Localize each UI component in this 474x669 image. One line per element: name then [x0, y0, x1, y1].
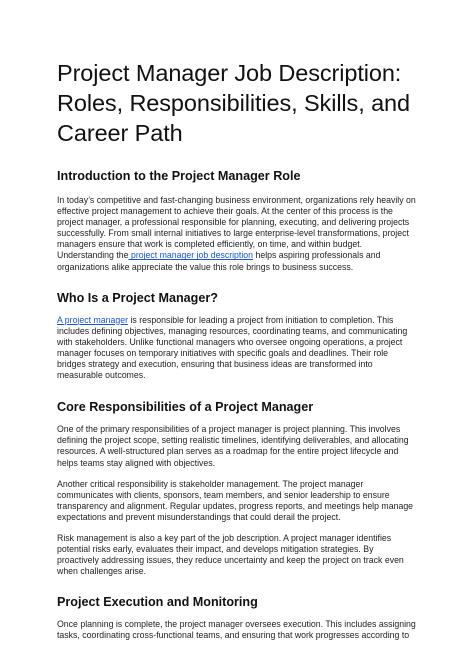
- paragraph-line: organizations alike appreciate the value this role brings to business success.: [57, 261, 354, 272]
- paragraph-line: project manager, a professional responsible for planning, executing, and delivering projects: [57, 217, 410, 228]
- paragraph-line: tasks, coordinating cross-functional teams, and ensuring that work progresses according to: [57, 630, 410, 641]
- paragraph-text: is responsible for leading a project from initiation to completion. This: [128, 314, 394, 325]
- core-paragraph-risk: [57, 533, 419, 577]
- heading-introduction: Introduction to the Project Manager Role: [57, 169, 301, 183]
- paragraph-line: measurable outcomes.: [57, 370, 146, 381]
- paragraph-line: Risk management is also a key part of the job description. A project manager identifies: [57, 532, 392, 543]
- link-a-project-manager[interactable]: A project manager: [57, 314, 129, 325]
- paragraph-line: resources. A well-structured plan serves as a roadmap for the entire project lifecycle and: [57, 446, 399, 457]
- core-paragraph-planning: [57, 424, 419, 468]
- paragraph-line: One of the primary responsibilities of a project manager is project planning. This involves: [57, 424, 401, 435]
- paragraph-line: defining the project scope, setting realistic timelines, identifying deliverables, and allocating: [57, 435, 409, 446]
- title-line: Career Path: [57, 120, 183, 146]
- core-paragraph-stakeholders: [57, 479, 419, 523]
- title-line: Project Manager Job Description:: [57, 60, 402, 86]
- heading-who-is-pm: Who Is a Project Manager?: [57, 290, 218, 305]
- document-page: [57, 58, 419, 642]
- paragraph-line: bridges strategy and execution, ensuring that business ideas are transformed into: [57, 359, 373, 370]
- paragraph-line: includes defining objectives, managing resources, coordinating teams, and communicating: [57, 325, 408, 336]
- paragraph-line: when challenges arise.: [57, 566, 147, 577]
- who-paragraph: [57, 315, 419, 382]
- title-line: Roles, Responsibilities, Skills, and: [57, 90, 410, 116]
- execution-paragraph: [57, 619, 419, 641]
- paragraph-line: Another critical responsibility is stakeholder management. The project manager: [57, 478, 364, 489]
- paragraph-line: managers ensure that work is completed efficiently, on time, and within budget.: [57, 239, 363, 250]
- intro-paragraph: [57, 195, 419, 273]
- paragraph-line: manager focuses on temporary initiatives with specific goals and deadlines. Their role: [57, 347, 389, 358]
- heading-core-responsibilities: Core Responsibilities of a Project Manager: [57, 400, 314, 415]
- paragraph-line: transparency and alignment. Regular updates, progress reports, and meetings help manage: [57, 500, 414, 511]
- document-title: [57, 58, 419, 148]
- link-project-manager-job-description[interactable]: project manager job description: [128, 250, 254, 261]
- paragraph-line: expectations and prevent misunderstandings that could derail the project.: [57, 511, 341, 522]
- paragraph-line: communicates with clients, sponsors, team members, and senior leadership to ensure: [57, 489, 390, 500]
- paragraph-text: helps aspiring professionals and: [253, 250, 381, 261]
- paragraph-line: Once planning is complete, the project manager oversees execution. This includes assigning: [57, 619, 416, 630]
- paragraph-line: successfully. From small internal initiatives to large enterprise-level transformations, project: [57, 228, 409, 239]
- paragraph-line: helps teams stay aligned with objectives.: [57, 457, 216, 468]
- paragraph-line: proactively addressing issues, they reduce uncertainty and keep the project on track even: [57, 555, 404, 566]
- paragraph-line: In today’s competitive and fast-changing business environment, organizations rely heavily on: [57, 195, 416, 205]
- paragraph-line: potential risks early, evaluates their impact, and develops mitigation strategies. By: [57, 544, 374, 555]
- heading-execution-monitoring: Project Execution and Monitoring: [57, 595, 258, 610]
- paragraph-line: effective project management to achieve their goals. At the center of this process is the: [57, 206, 393, 217]
- paragraph-text: Understanding the: [57, 250, 129, 261]
- paragraph-line: with stakeholders. Unlike functional managers who oversee ongoing operations, a project: [57, 336, 403, 347]
